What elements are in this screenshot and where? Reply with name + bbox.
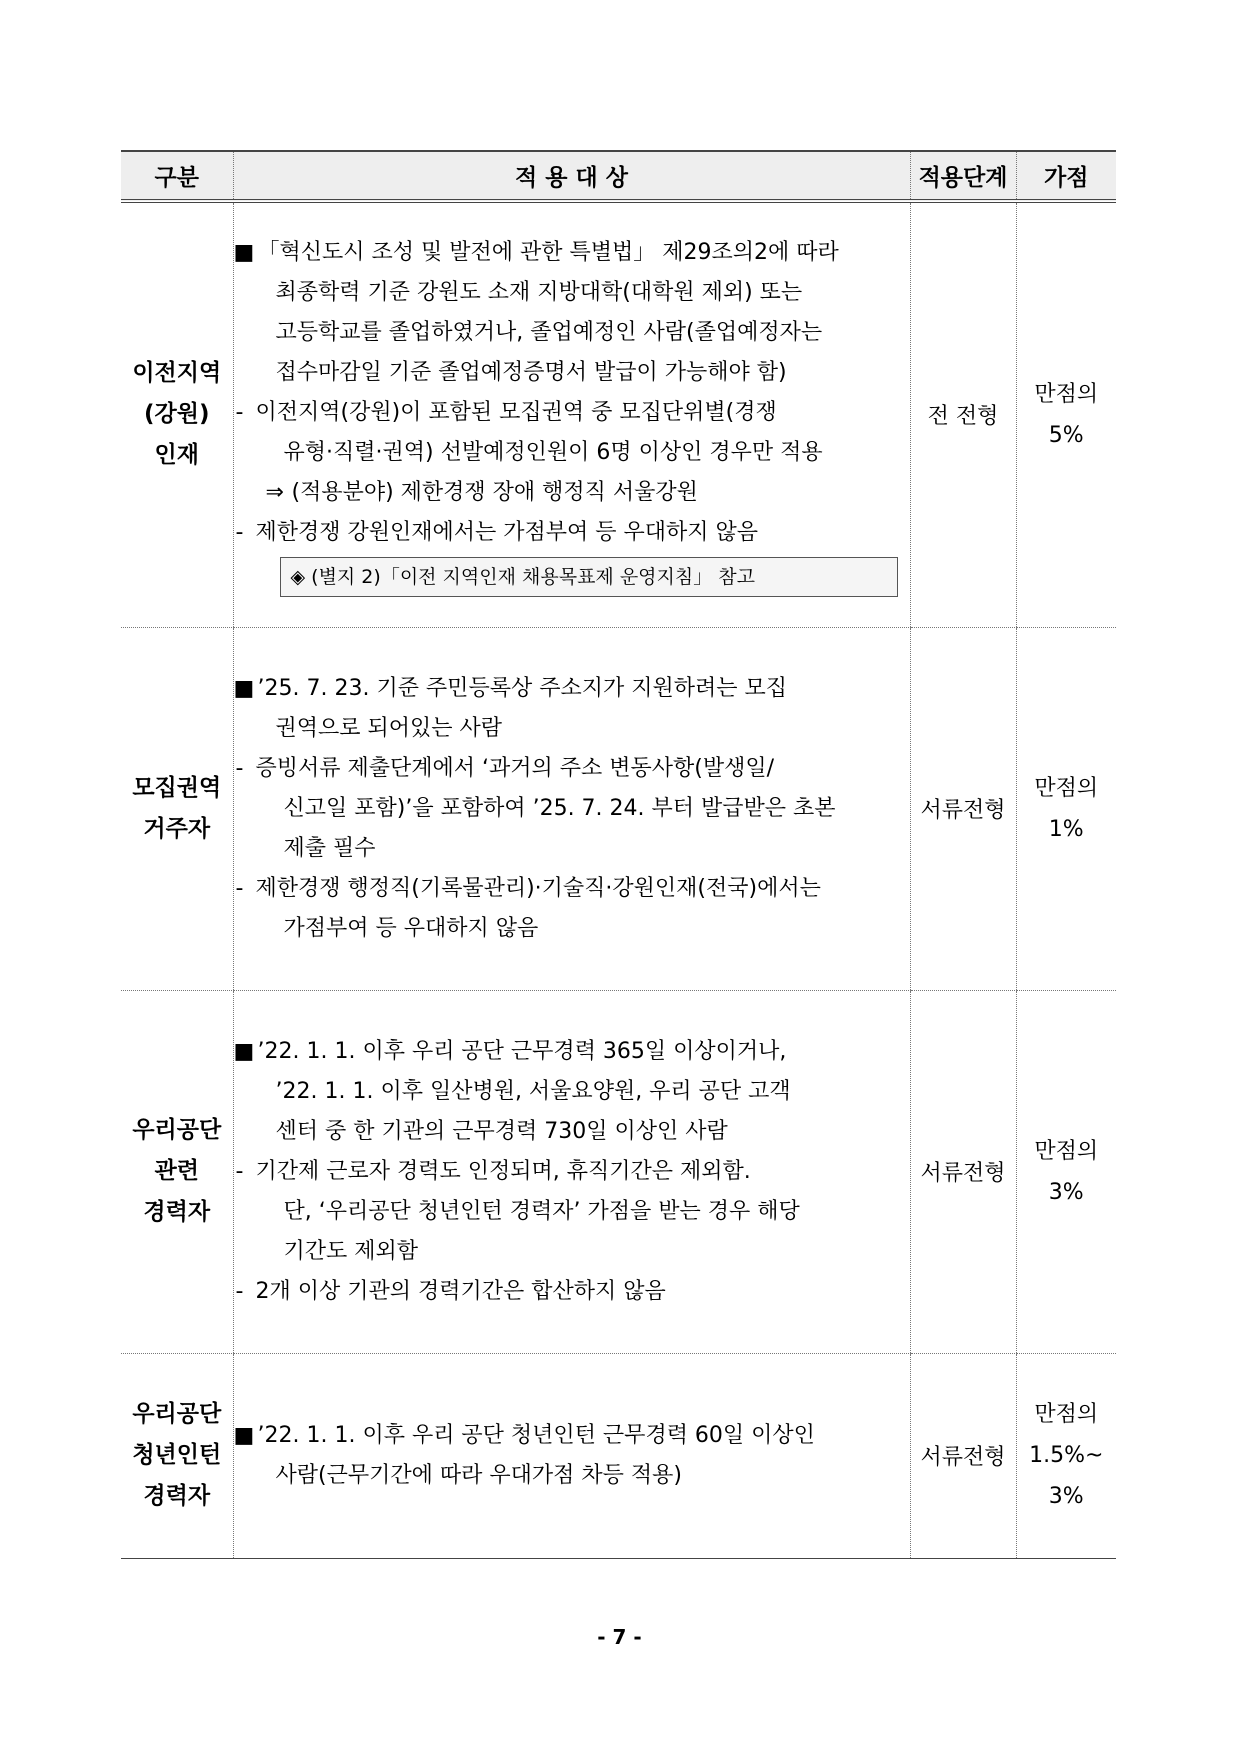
content-line: 센터 중 한 기관의 근무경력 730일 이상인 사람 [275, 1118, 728, 1144]
row-content [233, 201, 910, 627]
row-bonus: 만점의 3% [1016, 990, 1116, 1353]
eligibility-table [121, 150, 1116, 1559]
row-bonus: 만점의 1.5%~ 3% [1016, 1353, 1116, 1558]
content-line: - 제한경쟁 행정직(기록물관리)·기술직·강원인재(전국)에서는 [235, 875, 821, 901]
row-category: 모집권역 거주자 [121, 627, 233, 990]
header-bonus: 가점 [1016, 151, 1116, 201]
content-line: 고등학교를 졸업하였거나, 졸업예정인 사람(졸업예정자는 [275, 319, 823, 345]
table-header-row [121, 151, 1116, 201]
table-row [121, 627, 1116, 990]
content-line: ⇒ (적용분야) 제한경쟁 장애 행정직 서울강원 [265, 479, 698, 505]
row-category: 우리공단 청년인턴 경력자 [121, 1353, 233, 1558]
content-line: ■ ’25. 7. 23. 기준 주민등록상 주소지가 지원하려는 모집 [233, 675, 787, 701]
table-row [121, 990, 1116, 1353]
content-line: ’22. 1. 1. 이후 일산병원, 서울요양원, 우리 공단 고객 [275, 1078, 791, 1104]
content-line: ■ ’22. 1. 1. 이후 우리 공단 청년인턴 근무경력 60일 이상인 [233, 1422, 815, 1448]
row-category: 우리공단 관련 경력자 [121, 990, 233, 1353]
row-bonus: 만점의 1% [1016, 627, 1116, 990]
content-line: 최종학력 기준 강원도 소재 지방대학(대학원 제외) 또는 [275, 279, 803, 305]
table-row [121, 1353, 1116, 1558]
content-line: 단, ‘우리공단 청년인턴 경력자’ 가점을 받는 경우 해당 [283, 1198, 800, 1224]
table-row [121, 201, 1116, 627]
row-stage: 서류전형 [910, 627, 1016, 990]
row-stage: 서류전형 [910, 990, 1016, 1353]
content-line: 사람(근무기간에 따라 우대가점 차등 적용) [275, 1462, 682, 1488]
content-line: 신고일 포함)’을 포함하여 ’25. 7. 24. 부터 발급받은 초본 [283, 795, 836, 821]
content-line: - 이전지역(강원)이 포함된 모집권역 중 모집단위별(경쟁 [235, 399, 777, 425]
reference-note-box: ◈ (별지 2)「이전 지역인재 채용목표제 운영지침」 참고 [280, 557, 898, 597]
header-category: 구분 [121, 151, 233, 201]
header-stage: 적용단계 [910, 151, 1016, 201]
row-stage: 서류전형 [910, 1353, 1016, 1558]
content-line: ■ 「혁신도시 조성 및 발전에 관한 특별법」 제29조의2에 따라 [233, 239, 839, 265]
content-line: 가점부여 등 우대하지 않음 [283, 915, 539, 941]
content-line: - 기간제 근로자 경력도 인정되며, 휴직기간은 제외함. [235, 1158, 751, 1184]
page-number: - 7 - [597, 1625, 642, 1649]
content-line: 접수마감일 기준 졸업예정증명서 발급이 가능해야 함) [275, 359, 787, 385]
header-target: 적 용 대 상 [233, 151, 910, 201]
row-stage: 전 전형 [910, 201, 1016, 627]
content-line: - 증빙서류 제출단계에서 ‘과거의 주소 변동사항(발생일/ [235, 755, 775, 781]
content-line: 제출 필수 [283, 835, 376, 861]
row-content [233, 1353, 910, 1558]
row-content [233, 627, 910, 990]
content-line: 유형·직렬·권역) 선발예정인원이 6명 이상인 경우만 적용 [283, 439, 823, 465]
content-line: 기간도 제외함 [283, 1238, 419, 1264]
content-line: - 2개 이상 기관의 경력기간은 합산하지 않음 [235, 1278, 666, 1304]
content-line: ■ ’22. 1. 1. 이후 우리 공단 근무경력 365일 이상이거나, [233, 1038, 787, 1064]
content-line: 권역으로 되어있는 사람 [275, 715, 503, 741]
content-line: - 제한경쟁 강원인재에서는 가점부여 등 우대하지 않음 [235, 519, 759, 545]
row-category: 이전지역 (강원) 인재 [121, 201, 233, 627]
row-bonus: 만점의 5% [1016, 201, 1116, 627]
row-content [233, 990, 910, 1353]
